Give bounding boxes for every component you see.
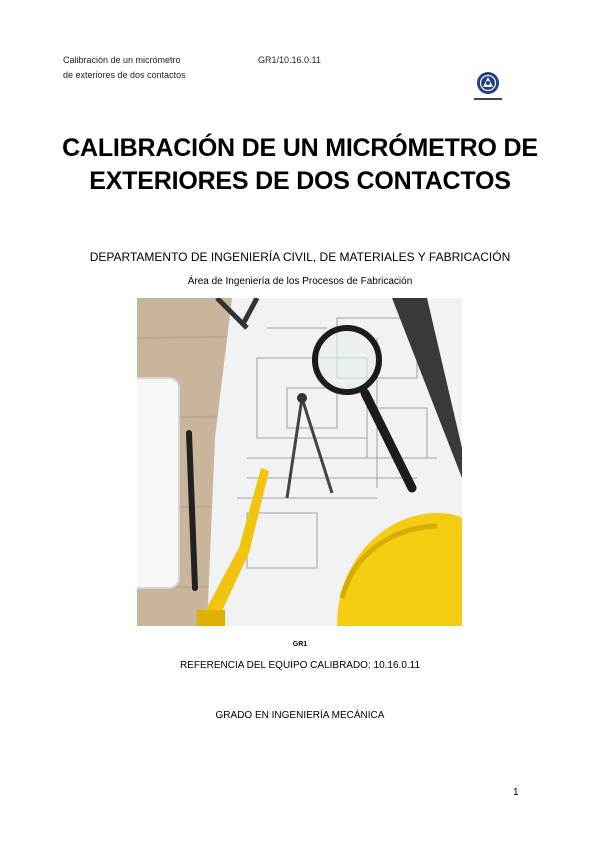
department-name: DEPARTAMENTO DE INGENIERÍA CIVIL, DE MATERIALES Y FABRICACIÓN [89,250,511,264]
cover-photo [137,298,462,626]
title-line2: EXTERIORES DE DOS CONTACTOS [89,167,511,195]
running-header-title [63,53,186,83]
page-number: 1 [513,787,519,798]
university-logo-icon [466,63,510,107]
degree-name: GRADO EN INGENIERÍA MECÁNICA [215,710,385,721]
area-name: Área de Ingeniería de los Procesos de Fabricación [187,276,413,287]
running-header-line1: Calibración de un micrómetro [63,55,181,65]
title-line1: CALIBRACIÓN DE UN MICRÓMETRO DE [62,134,538,162]
running-header-line2: de exteriores de dos contactos [63,70,186,80]
equipment-reference: REFERENCIA DEL EQUIPO CALIBRADO: 10.16.0.11 [179,660,421,671]
group-label: GR1 [292,641,308,648]
page-title [0,132,600,198]
running-header-reference: GR1/10.16.0.11 [258,55,321,65]
